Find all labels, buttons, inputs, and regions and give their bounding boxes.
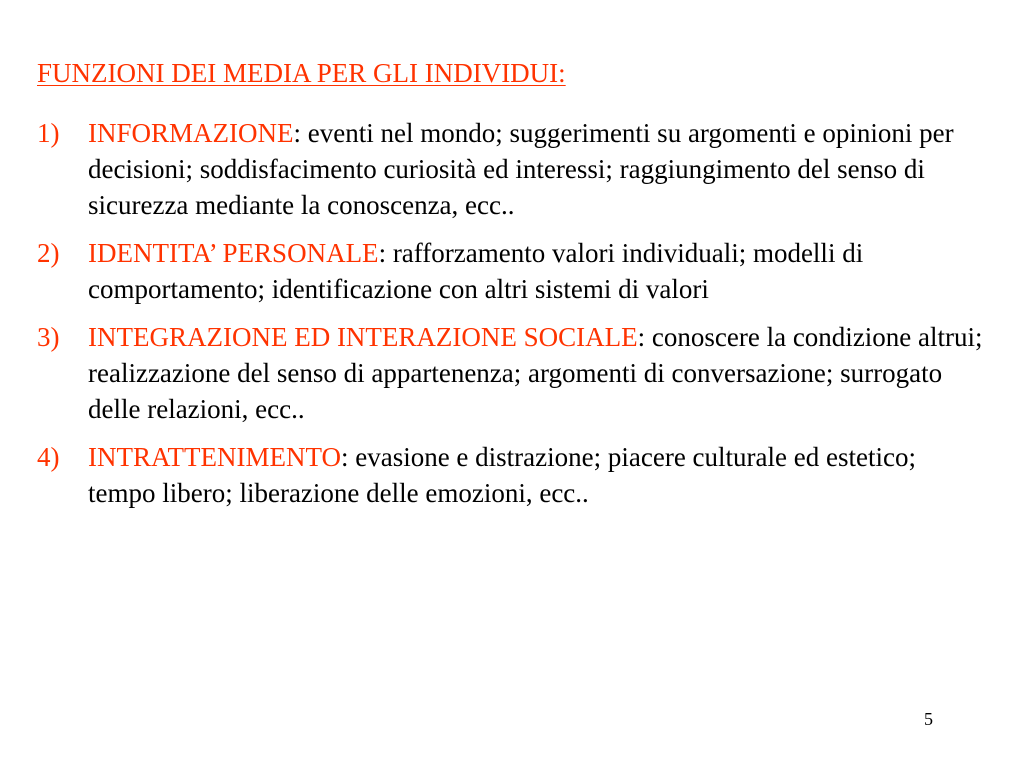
item-number: 4) — [37, 442, 60, 472]
item-heading: INFORMAZIONE — [88, 118, 294, 148]
item-number: 2) — [37, 238, 60, 268]
item-heading: INTRATTENIMENTO — [88, 442, 341, 472]
item-text: : evasione e distrazione; piacere culturale ed estetico; tempo libero; liberazione delle emozioni, ecc.. — [88, 442, 916, 508]
item-text: : rafforzamento valori individuali; modelli di comportamento; identificazione con altri sistemi di valori — [88, 238, 864, 304]
list-item-integrazione-sociale — [37, 319, 987, 427]
item-text: : eventi nel mondo; suggerimenti su argomenti e opinioni per decisioni; soddisfacimento curiosità ed interessi; raggiungimento del senso di sicurezza mediante la conoscenza, ecc.. — [88, 118, 954, 220]
functions-list — [37, 115, 987, 523]
list-item-informazione — [37, 115, 987, 223]
slide-title: FUNZIONI DEI MEDIA PER GLI INDIVIDUI: — [37, 58, 566, 88]
list-item-intrattenimento — [37, 439, 987, 511]
item-heading: IDENTITA’ PERSONALE — [88, 238, 379, 268]
item-text: : conoscere la condizione altrui; realizzazione del senso di appartenenza; argomenti di conversazione; surrogato delle relazioni, ecc.. — [88, 322, 983, 424]
item-number: 1) — [37, 118, 60, 148]
item-heading: INTEGRAZIONE ED INTERAZIONE SOCIALE — [88, 322, 638, 352]
list-item-identita-personale — [37, 235, 987, 307]
page-number: 5 — [924, 709, 933, 729]
item-number: 3) — [37, 322, 60, 352]
